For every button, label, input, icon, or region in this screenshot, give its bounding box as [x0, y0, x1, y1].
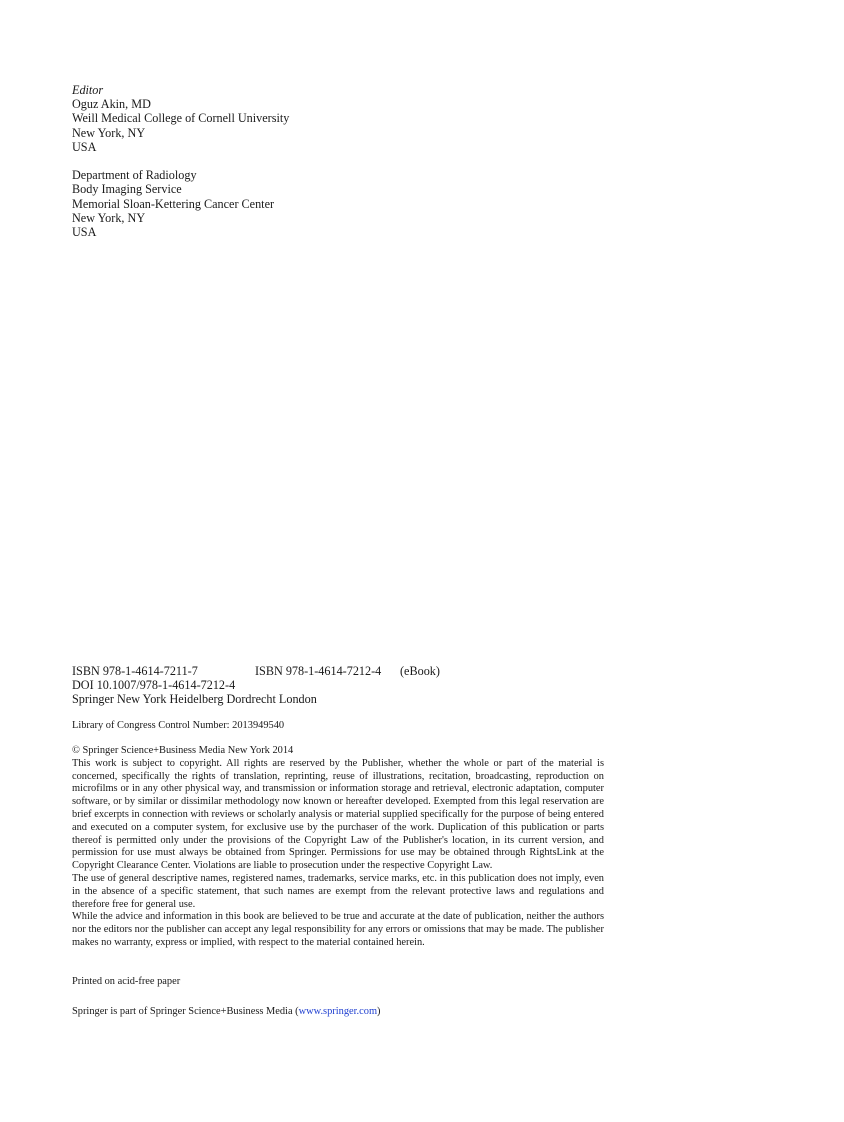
names-paragraph: The use of general descriptive names, registered names, trademarks, service marks, etc. in this publication does not imply, even in the absence of a specific statement, that such names are exempt from the relevant protective laws and regulations and therefore free for general use.	[72, 872, 604, 910]
affiliation1-org: Weill Medical College of Cornell University	[72, 111, 290, 126]
legal-notice	[72, 745, 604, 950]
springer-note-suffix: )	[377, 1006, 381, 1017]
affiliation2-country: USA	[72, 225, 97, 240]
affiliation2-service: Body Imaging Service	[72, 182, 182, 197]
affiliation-spacer	[72, 154, 472, 168]
affiliation1-city: New York, NY	[72, 125, 146, 140]
editor-block	[72, 83, 472, 239]
isbn-ebook-tag: (eBook)	[400, 664, 440, 678]
editor-label: Editor	[72, 83, 104, 97]
springer-note-prefix: Springer is part of Springer Science+Business Media (	[72, 1006, 299, 1017]
isbn-row	[72, 664, 604, 678]
acid-free-paper-note: Printed on acid-free paper	[72, 976, 181, 987]
affiliation1-country: USA	[72, 139, 97, 154]
isbn-ebook: ISBN 978-1-4614-7212-4	[255, 664, 382, 678]
disclaimer-paragraph: While the advice and information in this book are believed to be true and accurate at the date of publication, neither the authors nor the editors nor the publisher can accept any legal responsibility for any errors or omissions that may be made. The publisher makes no warranty, express or implied, with respect to the material contained herein.	[72, 911, 604, 948]
library-of-congress-number: Library of Congress Control Number: 2013949540	[72, 720, 285, 731]
editor-name: Oguz Akin, MD	[72, 97, 151, 112]
isbn-print: ISBN 978-1-4614-7211-7	[72, 664, 198, 678]
affiliation2-dept: Department of Radiology	[72, 168, 197, 183]
springer-note	[72, 1006, 381, 1018]
affiliation2-city: New York, NY	[72, 210, 146, 225]
rights-paragraph: This work is subject to copyright. All rights are reserved by the Publisher, whether the whole or part of the material is concerned, specifically the rights of translation, reprinting, reuse of illustrations, recitation, broadcasting, reproduction on microfilms or in any other physical way, and transmission or information storage and retrieval, electronic adaptation, computer software, or by similar or dissimilar methodology now known or hereafter developed. Exempted from this legal reservation are brief excerpts in connection with reviews or scholarly analysis or material supplied specifically for the purpose of being entered and executed on a computer system, for exclusive use by the purchaser of the work. Duplication of this publication or parts thereof is permitted only under the provisions of the Copyright Law of the Publisher's location, in its current version, and permission for use must always be obtained from Springer. Permissions for use may be obtained through RightsLink at the Copyright Clearance Center. Violations are liable to prosecution under the respective Copyright Law.	[72, 757, 604, 872]
affiliation2-org: Memorial Sloan-Kettering Cancer Center	[72, 196, 275, 211]
copyright-line: © Springer Science+Business Media New York 2014	[72, 745, 294, 756]
publication-info	[72, 664, 604, 707]
springer-website-link[interactable]: www.springer.com	[298, 1006, 378, 1017]
doi: DOI 10.1007/978-1-4614-7212-4	[72, 678, 236, 693]
publisher-cities: Springer New York Heidelberg Dordrecht London	[72, 692, 317, 707]
